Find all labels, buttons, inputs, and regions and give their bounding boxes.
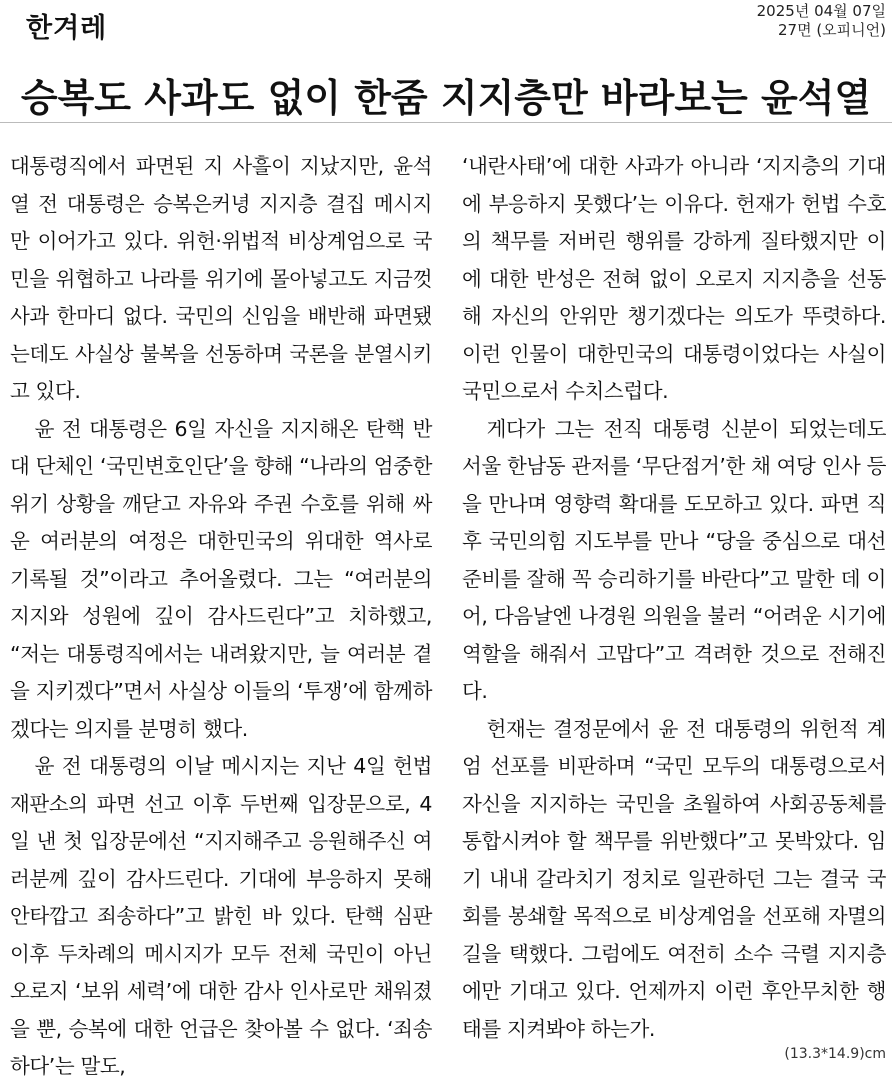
article-column-right (462, 148, 886, 1048)
clipping-size-note: (13.3*14.9)cm (784, 1046, 886, 1062)
headline-divider (0, 122, 892, 123)
article-column-left (10, 148, 432, 1086)
editorial-headline: 승복도 사과도 없이 한줌 지지층만 바라보는 윤석열 (20, 76, 872, 121)
article-paragraph-3: 윤 전 대통령의 이날 메시지는 지난 4일 헌법재판소의 파면 선고 이후 두번째 입장문으로, 4일 낸 첫 입장문에선 “지지해주고 응원해주신 여러분께 깊이 감사드린다. 기대에 부응하지 못해 안타깝고 죄송하다”고 밝힌 바 있다. 탄핵 심판 이후 두차례의 메시지가 모두 전체 국민이 아닌 오로지 ‘보위 세력’에 대한 감사 인사로만 채워졌을 뿐, 승복에 대한 언급은 찾아볼 수 없다. ‘죄송하다’는 말도, (10, 754, 432, 1078)
article-paragraph-3-continued: ‘내란사태’에 대한 사과가 아니라 ‘지지층의 기대에 부응하지 못했다’는 이유다. 헌재가 헌법 수호의 책무를 저버린 행위를 강하게 질타했지만 이에 대한 반성은 전혀 없이 오로지 지지층을 선동해 자신의 안위만 챙기겠다는 의도가 뚜렷하다. 이런 인물이 대한민국의 대통령이었다는 사실이 국민으로서 수치스럽다. (462, 154, 886, 403)
article-paragraph-5: 헌재는 결정문에서 윤 전 대통령의 위헌적 계엄 선포를 비판하며 “국민 모두의 대통령으로서 자신을 지지하는 국민을 초월하여 사회공동체를 통합시켜야 할 책무를 위반했다”고 못박았다. 임기 내내 갈라치기 정치로 일관하던 그는 결국 국회를 봉쇄할 목적으로 비상계엄을 선포해 자멸의 길을 택했다. 그럼에도 여전히 소수 극렬 지지층에만 기대고 있다. 언제까지 이런 후안무치한 행태를 지켜봐야 하는가. (462, 716, 886, 1041)
article-paragraph-4: 게다가 그는 전직 대통령 신분이 되었는데도 서울 한남동 관저를 ‘무단점거’한 채 여당 인사 등을 만나며 영향력 확대를 도모하고 있다. 파면 직후 국민의힘 지도부를 만나 “당을 중심으로 대선 준비를 잘해 꼭 승리하기를 바란다”고 말한 데 이어, 다음날엔 나경원 의원을 불러 “어려운 시기에 역할을 해줘서 고맙다”고 격려한 것으로 전해진다. (462, 416, 886, 703)
article-paragraph-1: 대통령직에서 파면된 지 사흘이 지났지만, 윤석열 전 대통령은 승복은커녕 지지층 결집 메시지만 이어가고 있다. 위헌·위법적 비상계엄으로 국민을 위협하고 나라를 위기에 몰아넣고도 지금껏 사과 한마디 없다. 국민의 신임을 배반해 파면됐는데도 사실상 불복을 선동하며 국론을 분열시키고 있다. (10, 154, 432, 403)
newspaper-logo: 한겨레 (26, 13, 108, 44)
article-paragraph-2: 윤 전 대통령은 6일 자신을 지지해온 탄핵 반대 단체인 ‘국민변호인단’을 향해 “나라의 엄중한 위기 상황을 깨닫고 자유와 주권 수호를 위해 싸운 여러분의 여정은 대한민국의 위대한 역사로 기록될 것”이라고 추어올렸다. 그는 “여러분의 지지와 성원에 깊이 감사드린다”고 치하했고, “저는 대통령직에서는 내려왔지만, 늘 여러분 곁을 지키겠다”면서 사실상 이들의 ‘투쟁’에 함께하겠다는 의지를 분명히 했다. (10, 416, 432, 741)
publication-meta (757, 2, 886, 40)
publication-date: 2025년 04월 07일 (756, 2, 886, 20)
page-section: 27면 (오피니언) (777, 21, 886, 39)
